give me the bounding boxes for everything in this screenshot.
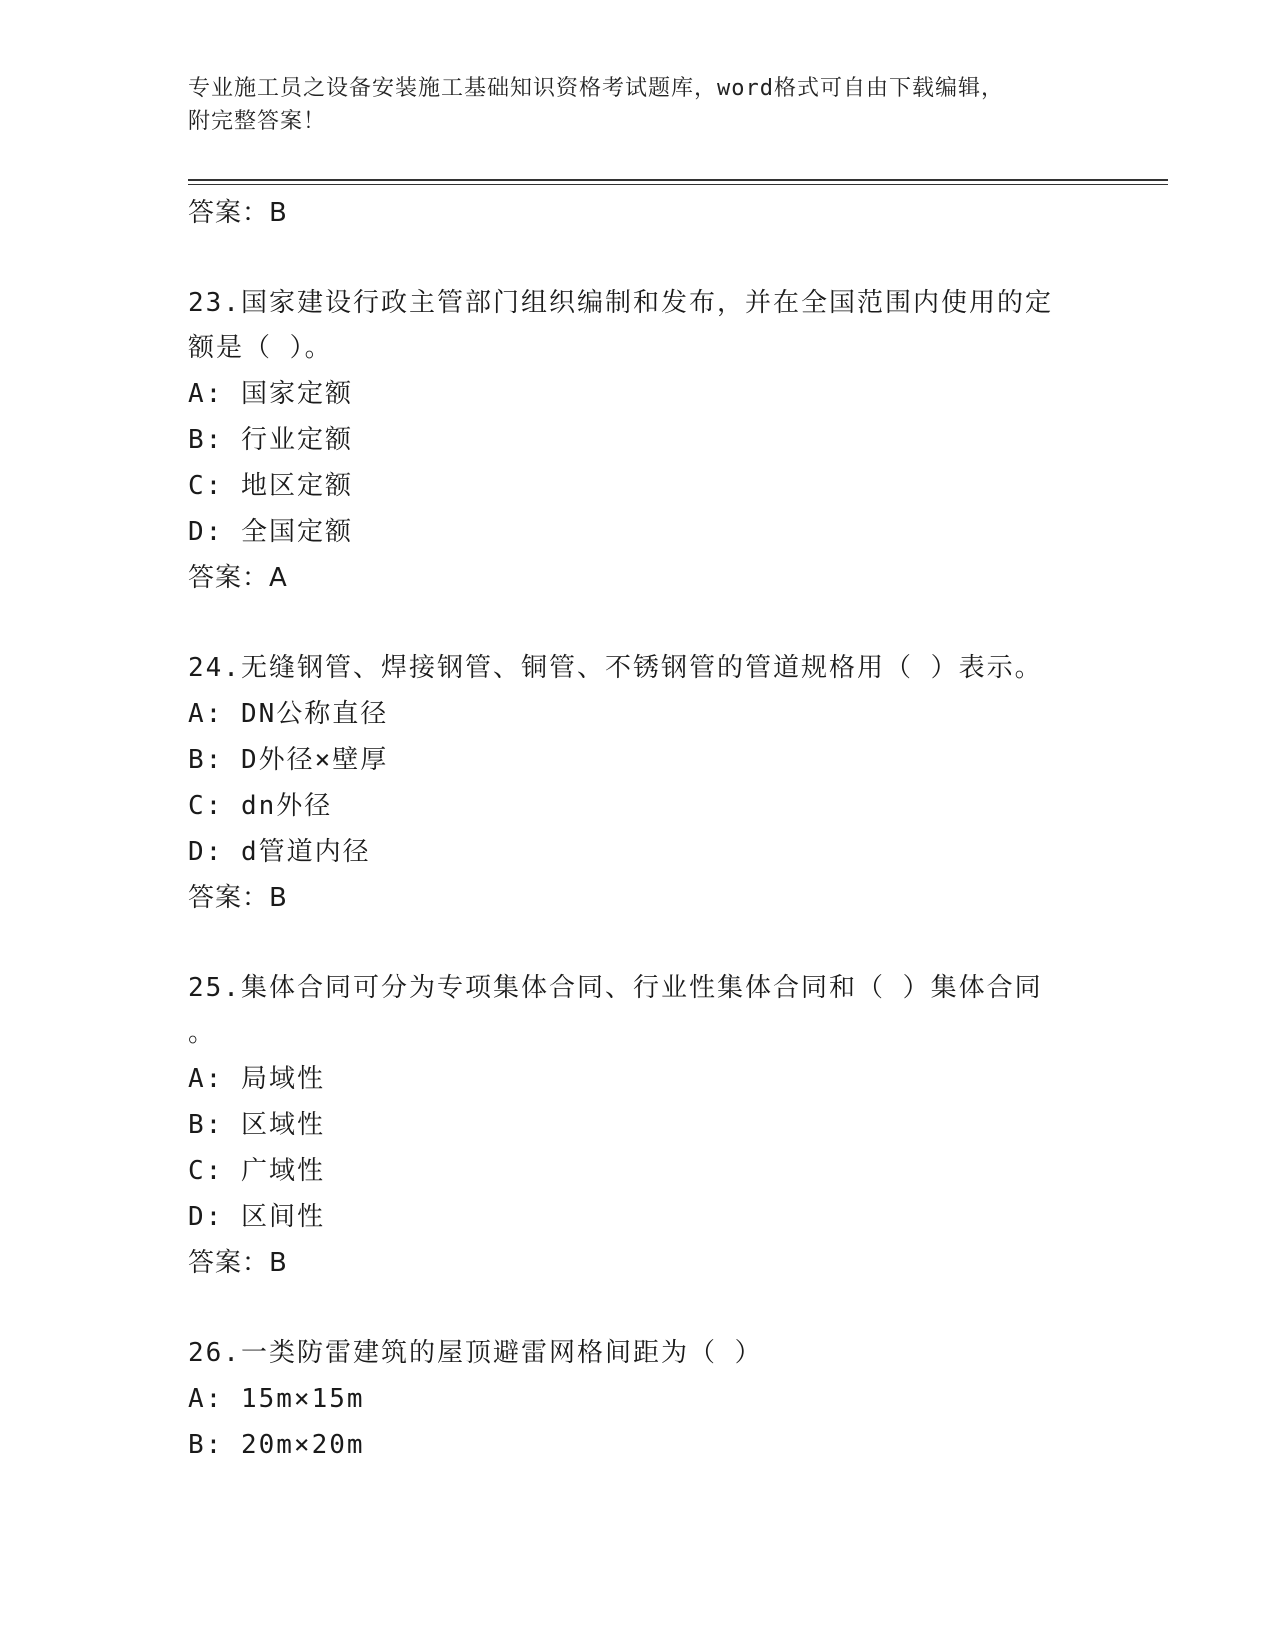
question-list <box>188 190 1088 1468</box>
stem-line: 26.一类防雷建筑的屋顶避雷网格间距为（ ） <box>188 1338 763 1368</box>
answer-line-22 <box>188 190 1088 236</box>
header-divider <box>188 179 1168 181</box>
option-a: A: 局域性 <box>188 1064 325 1094</box>
option-b: B: 行业定额 <box>188 425 353 455</box>
answer-prefix: 答案： <box>188 883 270 913</box>
option-a: A: DN公称直径 <box>188 699 389 729</box>
option-d: D: 区间性 <box>188 1202 325 1232</box>
option-a: A: 国家定额 <box>188 379 353 409</box>
question-25 <box>188 966 1088 1286</box>
answer-value: A <box>269 563 288 593</box>
answer-prefix: 答案： <box>188 1248 270 1278</box>
answer-prefix: 答案： <box>188 563 270 593</box>
header-divider-thin <box>188 184 1168 185</box>
stem-line: 24.无缝钢管、焊接钢管、铜管、不锈钢管的管道规格用（ ）表示。 <box>188 653 1043 683</box>
option-b: B: D外径×壁厚 <box>188 745 389 775</box>
stem-line: 额是（ ）。 <box>188 333 333 363</box>
header-line-1: 专业施工员之设备安装施工基础知识资格考试题库，word格式可自由下载编辑， <box>188 76 1004 101</box>
stem-line: 23.国家建设行政主管部门组织编制和发布，并在全国范围内使用的定 <box>188 288 1053 318</box>
answer-line <box>188 555 1088 601</box>
option-a: A: 15m×15m <box>188 1384 365 1414</box>
answer-line <box>188 1240 1088 1286</box>
question-26 <box>188 1331 1088 1468</box>
stem-line: 。 <box>188 1018 217 1048</box>
answer-value: B <box>269 198 288 228</box>
option-b: B: 区域性 <box>188 1110 325 1140</box>
question-stem <box>188 646 1088 691</box>
question-stem <box>188 281 1088 371</box>
answer-prefix: 答案： <box>188 198 270 228</box>
answer-value: B <box>269 1248 288 1278</box>
question-23 <box>188 281 1088 601</box>
answer-line <box>188 875 1088 921</box>
question-stem <box>188 966 1088 1056</box>
document-header <box>188 72 1088 138</box>
stem-line: 25.集体合同可分为专项集体合同、行业性集体合同和（ ）集体合同 <box>188 973 1043 1003</box>
option-d: D: d管道内径 <box>188 837 371 867</box>
header-line-2: 附完整答案！ <box>188 109 327 134</box>
option-d: D: 全国定额 <box>188 517 353 547</box>
question-stem <box>188 1331 1088 1376</box>
answer-value: B <box>269 883 288 913</box>
option-b: B: 20m×20m <box>188 1430 365 1460</box>
option-c: C: 广域性 <box>188 1156 325 1186</box>
option-c: C: 地区定额 <box>188 471 353 501</box>
question-24 <box>188 646 1088 921</box>
option-c: C: dn外径 <box>188 791 333 821</box>
